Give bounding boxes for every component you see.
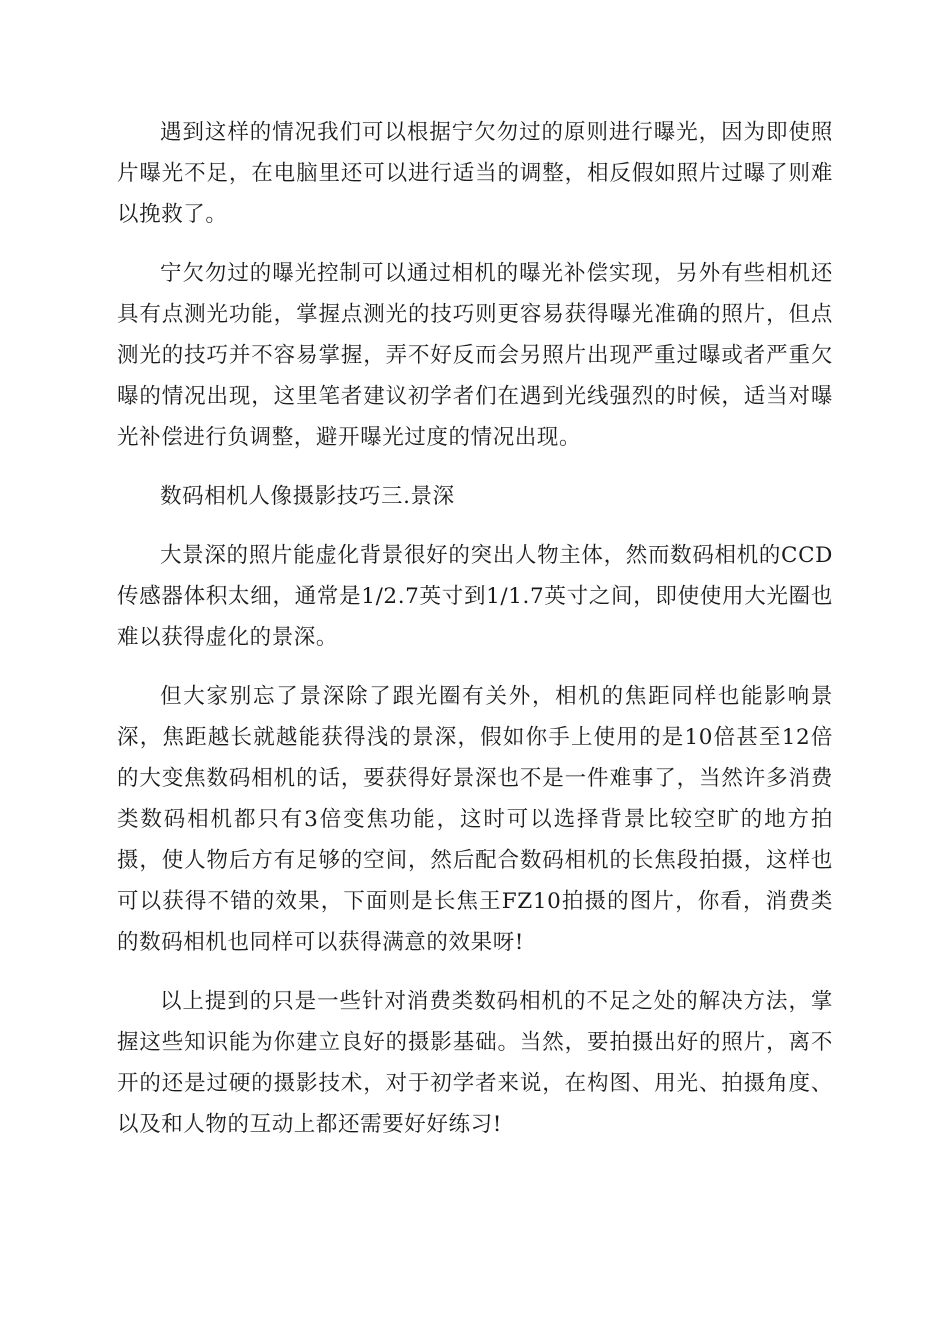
paragraph-focal-length: 但大家别忘了景深除了跟光圈有关外，相机的焦距同样也能影响景深，焦距越长就越能获得浅的景深，假如你手上使用的是10倍甚至12倍的大变焦数码相机的话，要获得好景深也不是一件难事了，当然许多消费类数码相机都只有3倍变焦功能，这时可以选择背景比较空旷的地方拍摄，使人物后方有足够的空间，然后配合数码相机的长焦段拍摄，这样也可以获得不错的效果，下面则是长焦王FZ10拍摄的图片，你看，消费类的数码相机也同样可以获得满意的效果呀! bbox=[117, 684, 833, 955]
paragraph-conclusion: 以上提到的只是一些针对消费类数码相机的不足之处的解决方法，掌握这些知识能为你建立良好的摄影基础。当然，要拍摄出好的照片，离不开的还是过硬的摄影技术，对于初学者来说，在构图、用光、拍摄角度、以及和人物的互动上都还需要好好练习! bbox=[117, 989, 833, 1137]
paragraph-exposure-principle: 遇到这样的情况我们可以根据宁欠勿过的原则进行曝光，因为即使照片曝光不足，在电脑里还可以进行适当的调整，相反假如照片过曝了则难以挽救了。 bbox=[117, 120, 833, 227]
paragraph-exposure-compensation: 宁欠勿过的曝光控制可以通过相机的曝光补偿实现，另外有些相机还具有点测光功能，掌握点测光的技巧则更容易获得曝光准确的照片，但点测光的技巧并不容易掌握，弄不好反而会另照片出现严重过曝或者严重欠曝的情况出现，这里笔者建议初学者们在遇到光线强烈的时候，适当对曝光补偿进行负调整，避开曝光过度的情况出现。 bbox=[117, 261, 833, 450]
document-body bbox=[117, 112, 833, 1163]
paragraph-ccd-depth: 大景深的照片能虚化背景很好的突出人物主体，然而数码相机的CCD传感器体积太细，通常是1/2.7英寸到1/1.7英寸之间，即使使用大光圈也难以获得虚化的景深。 bbox=[117, 543, 833, 650]
section-heading-depth-of-field: 数码相机人像摄影技巧三.景深 bbox=[160, 484, 455, 509]
